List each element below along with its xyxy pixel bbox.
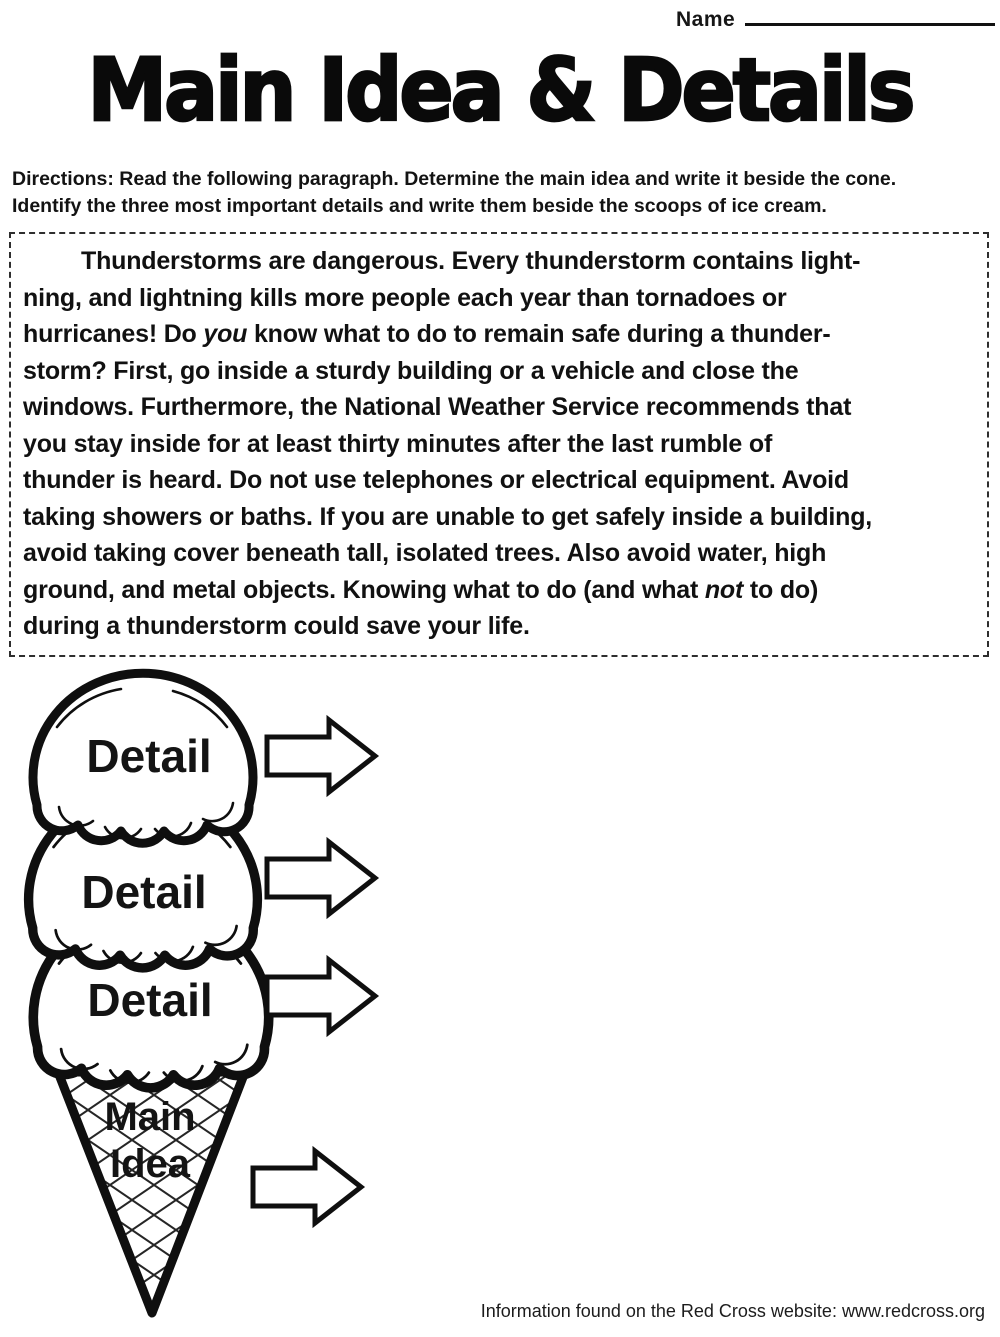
cone-label-line2: Idea [109, 1142, 191, 1186]
source-credit: Information found on the Red Cross website: www.redcross.org [480, 1301, 985, 1321]
passage-line [23, 389, 975, 426]
name-row [676, 4, 995, 32]
passage-text: hurricanes! Do [23, 320, 204, 348]
directions-line: Directions: Read the following paragraph. Determine the main idea and write it beside the cone. [12, 168, 897, 190]
passage-text: during a thunderstorm could save your life. [23, 612, 530, 640]
name-label: Name [676, 8, 736, 31]
passage-text: storm? First, go inside a sturdy building or a vehicle and close the [23, 356, 799, 385]
passage-emphasis: you [203, 320, 248, 348]
arrow-icon [267, 842, 375, 914]
arrow-icon [267, 960, 375, 1032]
arrow-icon [253, 1151, 361, 1223]
scoop-label-3: Detail [87, 974, 213, 1026]
passage-text: ground, and metal objects. Knowing what to do (and what [23, 575, 705, 604]
passage-line [23, 499, 975, 536]
passage-line [23, 608, 975, 645]
directions [12, 166, 977, 220]
passage-text: taking showers or baths. If you are unable to get safely inside a building, [23, 502, 873, 531]
passage-line [23, 426, 975, 463]
passage-text: avoid taking cover beneath tall, isolated trees. Also avoid water, high [23, 539, 827, 567]
cone-label-line1: Main [104, 1095, 196, 1139]
passage-text: Thunderstorms are dangerous. Every thunderstorm contains light- [81, 247, 861, 275]
passage-text: windows. Furthermore, the National Weather Service recommends that [23, 393, 852, 421]
passage-line [23, 462, 975, 499]
passage-emphasis: not [704, 575, 744, 604]
page-title: Main Idea & Details [87, 40, 913, 141]
passage-line [23, 280, 975, 317]
passage-box [9, 232, 989, 657]
scoop-label-2: Detail [81, 866, 207, 918]
passage-line [23, 316, 975, 353]
scoop-label-1: Detail [86, 730, 212, 782]
passage-line [23, 572, 975, 609]
passage-text: ning, and lightning kills more people each year than tornadoes or [23, 283, 787, 312]
passage-line [23, 243, 975, 280]
passage-text: know what to do to remain safe during a thunder- [247, 320, 831, 348]
passage-line [23, 535, 975, 572]
directions-line: Identify the three most important details and write them beside the scoops of ice cream. [12, 195, 827, 217]
name-blank-line [745, 4, 995, 26]
passage-text: you stay inside for at least thirty minutes after the last rumble of [23, 429, 773, 458]
passage-text: thunder is heard. Do not use telephones or electrical equipment. Avoid [23, 466, 849, 494]
passage-line [23, 353, 975, 390]
arrow-icon [267, 720, 375, 792]
ice-cream-diagram [0, 660, 400, 1332]
passage-text: to do) [743, 575, 819, 604]
